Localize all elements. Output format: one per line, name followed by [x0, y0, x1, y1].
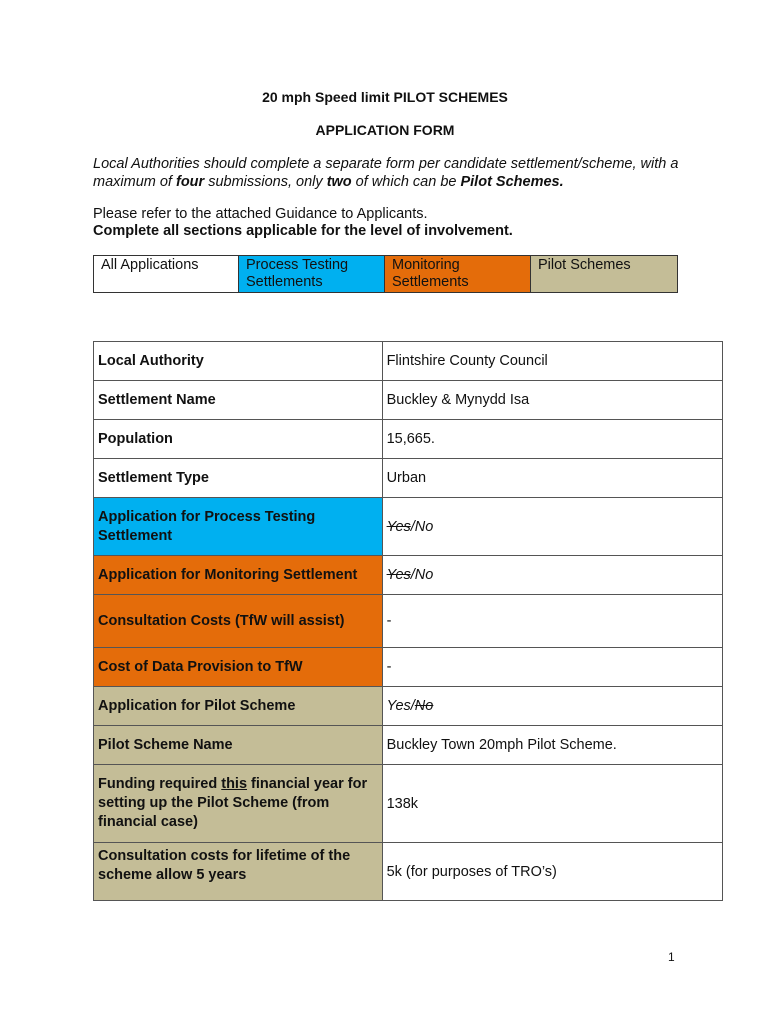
- row-local-authority: [94, 342, 723, 381]
- data-provision-value[interactable]: -: [382, 648, 722, 687]
- process-testing-label: Application for Process Testing Settlement: [94, 498, 383, 556]
- monitoring-value[interactable]: [382, 556, 722, 595]
- row-funding: [94, 765, 723, 843]
- intro-paragraph: [93, 155, 713, 191]
- process-testing-sep: /: [410, 518, 415, 535]
- guidance-instruction: Complete all sections applicable for the level of involvement.: [93, 223, 513, 239]
- settlement-name-label: Settlement Name: [94, 381, 383, 420]
- row-pilot-scheme-name: [94, 726, 723, 765]
- row-lifetime-costs: [94, 843, 723, 901]
- process-testing-value[interactable]: [382, 498, 722, 556]
- data-provision-label: Cost of Data Provision to TfW: [94, 648, 383, 687]
- settlement-type-label: Settlement Type: [94, 459, 383, 498]
- pilot-scheme-no: No: [414, 698, 434, 714]
- intro-bold-four: four: [176, 174, 205, 190]
- monitoring-sep: /: [410, 567, 415, 583]
- settlement-type-value[interactable]: Urban: [382, 459, 722, 498]
- legend-table: [93, 255, 678, 293]
- legend-process-testing: Process Testing Settlements: [239, 256, 385, 293]
- funding-label-this: this: [221, 776, 248, 792]
- funding-label-start: Funding required: [98, 776, 222, 792]
- legend-monitoring: Monitoring Settlements: [385, 256, 531, 293]
- row-settlement-type: [94, 459, 723, 498]
- pilot-scheme-name-label: Pilot Scheme Name: [94, 726, 383, 765]
- row-consultation-costs: [94, 595, 723, 648]
- pilot-scheme-name-value[interactable]: Buckley Town 20mph Pilot Scheme.: [382, 726, 722, 765]
- population-value[interactable]: 15,665.: [382, 420, 722, 459]
- form-title: 20 mph Speed limit PILOT SCHEMES: [262, 89, 508, 105]
- intro-bold-pilot-schemes: Pilot Schemes.: [460, 174, 564, 190]
- page-number: 1: [668, 950, 675, 964]
- lifetime-costs-value[interactable]: 5k (for purposes of TRO’s): [382, 843, 722, 901]
- pilot-scheme-value[interactable]: [382, 687, 722, 726]
- pilot-scheme-label: Application for Pilot Scheme: [94, 687, 383, 726]
- process-testing-no: No: [414, 518, 434, 535]
- lifetime-costs-label: Consultation costs for lifetime of the scheme allow 5 years: [94, 843, 383, 901]
- row-process-testing: [94, 498, 723, 556]
- pilot-scheme-sep: /: [410, 698, 415, 714]
- intro-text-3: of which can be: [351, 174, 461, 190]
- row-pilot-scheme: [94, 687, 723, 726]
- funding-label-end: financial year for setting up the Pilot Scheme (from financial case): [98, 776, 368, 830]
- local-authority-value[interactable]: Flintshire County Council: [382, 342, 722, 381]
- monitoring-yes: Yes: [386, 567, 411, 583]
- application-form-table: [93, 341, 723, 901]
- population-label: Population: [94, 420, 383, 459]
- pilot-scheme-yes: Yes: [386, 698, 411, 714]
- consultation-costs-label: Consultation Costs (TfW will assist): [94, 595, 383, 648]
- row-monitoring: [94, 556, 723, 595]
- legend-pilot-schemes: Pilot Schemes: [531, 256, 678, 293]
- row-data-provision: [94, 648, 723, 687]
- consultation-costs-value[interactable]: -: [382, 595, 722, 648]
- settlement-name-value[interactable]: Buckley & Mynydd Isa: [382, 381, 722, 420]
- intro-text-1: Local Authorities should complete a separate form per candidate settlement/scheme, with a maximum of: [93, 156, 679, 190]
- funding-value[interactable]: 138k: [382, 765, 722, 843]
- intro-text-2: submissions, only: [204, 174, 327, 190]
- intro-bold-two: two: [326, 174, 352, 190]
- monitoring-no: No: [414, 567, 434, 583]
- form-subtitle: APPLICATION FORM: [315, 122, 455, 138]
- guidance-block: [93, 206, 713, 240]
- funding-label: [94, 765, 383, 843]
- legend-all-applications: All Applications: [94, 256, 239, 293]
- row-population: [94, 420, 723, 459]
- monitoring-label: Application for Monitoring Settlement: [94, 556, 383, 595]
- guidance-line: Please refer to the attached Guidance to Applicants.: [93, 206, 428, 222]
- process-testing-yes: Yes: [386, 518, 411, 535]
- local-authority-label: Local Authority: [94, 342, 383, 381]
- row-settlement-name: [94, 381, 723, 420]
